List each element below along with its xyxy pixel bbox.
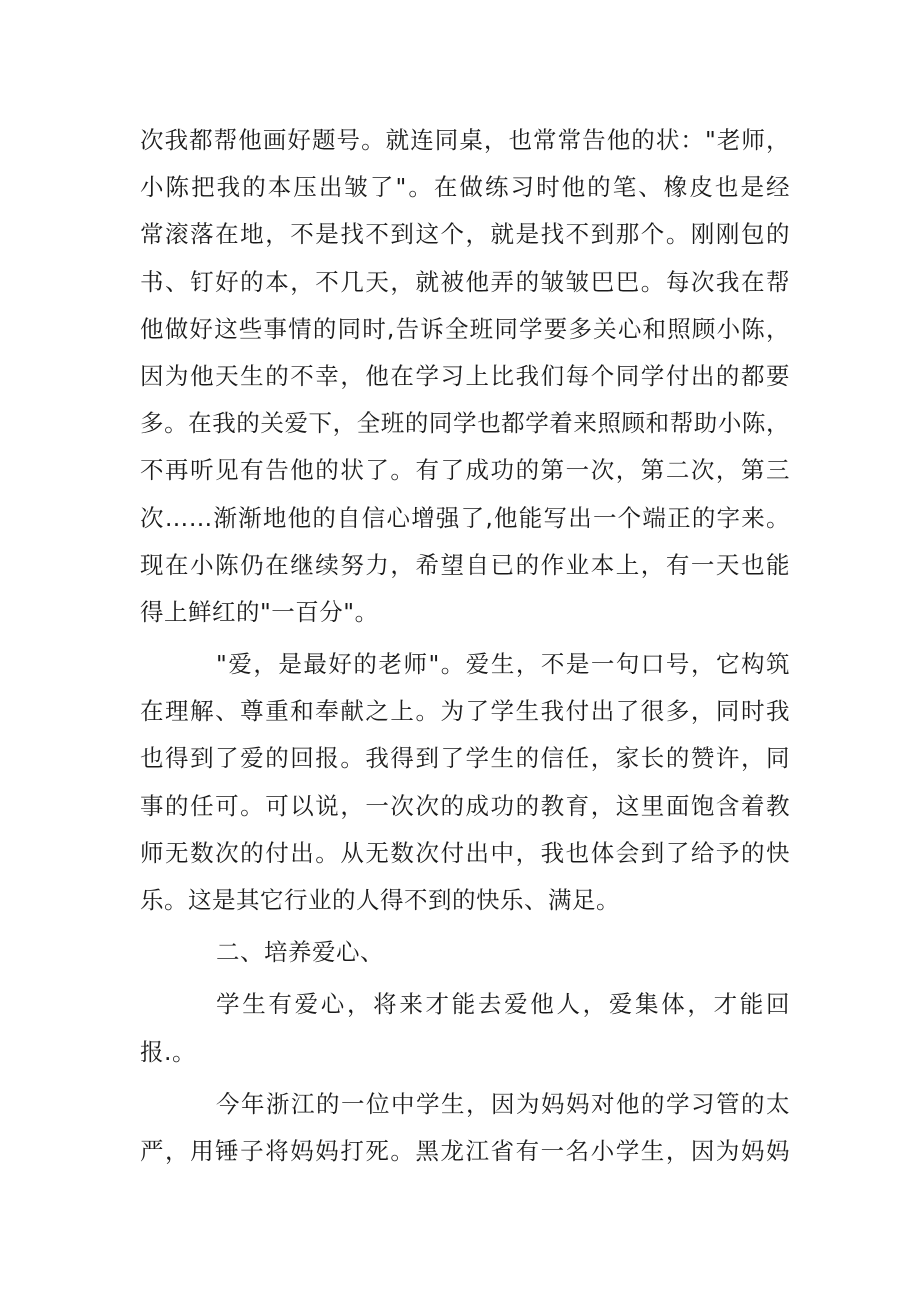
text-line: 他做好这些事情的同时,告诉全班同学要多关心和照顾小陈， xyxy=(140,314,790,343)
paragraph-2 xyxy=(140,641,790,924)
text-line: 次我都帮他画好题号。就连同桌，也常常告他的状："老师， xyxy=(140,126,790,154)
text-line: 今年浙江的一位中学生，因为妈妈对他的学习管的太 xyxy=(216,1089,790,1118)
heading-line: 二、培养爱心、 xyxy=(216,938,384,967)
text-line: 师无数次的付出。从无数次付出中，我也体会到了给予的快 xyxy=(140,838,790,867)
text-line: 得上鲜红的"一百分"。 xyxy=(140,597,379,626)
text-line: 也得到了爱的回报。我得到了学生的信任，家长的赞许，同 xyxy=(140,744,790,773)
text-line: 现在小陈仍在继续努力，希望自已的作业本上，有一天也能 xyxy=(140,550,790,579)
document-body xyxy=(140,117,790,1175)
text-line: 小陈把我的本压出皱了"。在做练习时他的笔、橡皮也是经 xyxy=(140,173,790,202)
text-line: 因为他天生的不幸，他在学习上比我们每个同学付出的都要 xyxy=(140,361,790,390)
text-line: 次……渐渐地他的自信心增强了,他能写出一个端正的字来。 xyxy=(140,503,790,532)
paragraph-5 xyxy=(140,1081,790,1175)
text-line: 事的任可。可以说，一次次的成功的教育，这里面饱含着教 xyxy=(140,791,790,820)
text-line: 不再听见有告他的状了。有了成功的第一次，第二次，第三 xyxy=(140,456,790,485)
text-line: 学生有爱心，将来才能去爱他人，爱集体，才能回 xyxy=(216,990,790,1019)
paragraph-1 xyxy=(140,117,790,636)
text-line: 报.。 xyxy=(140,1037,196,1066)
text-line: 多。在我的关爱下，全班的同学也都学着来照顾和帮助小陈， xyxy=(140,409,790,438)
text-line: 严，用锤子将妈妈打死。黑龙江省有一名小学生，因为妈妈 xyxy=(140,1136,790,1165)
text-line: 在理解、尊重和奉献之上。为了学生我付出了很多，同时我 xyxy=(140,697,790,726)
paragraph-4 xyxy=(140,981,790,1075)
text-line: 书、钉好的本，不几天，就被他弄的皱皱巴巴。每次我在帮 xyxy=(140,267,790,296)
text-line: "爱，是最好的老师"。爱生，不是一句口号，它构筑 xyxy=(216,650,790,679)
text-line: 常滚落在地，不是找不到这个，就是找不到那个。刚刚包的 xyxy=(140,220,790,249)
text-line: 乐。这是其它行业的人得不到的快乐、满足。 xyxy=(140,886,620,914)
section-heading xyxy=(140,929,790,976)
